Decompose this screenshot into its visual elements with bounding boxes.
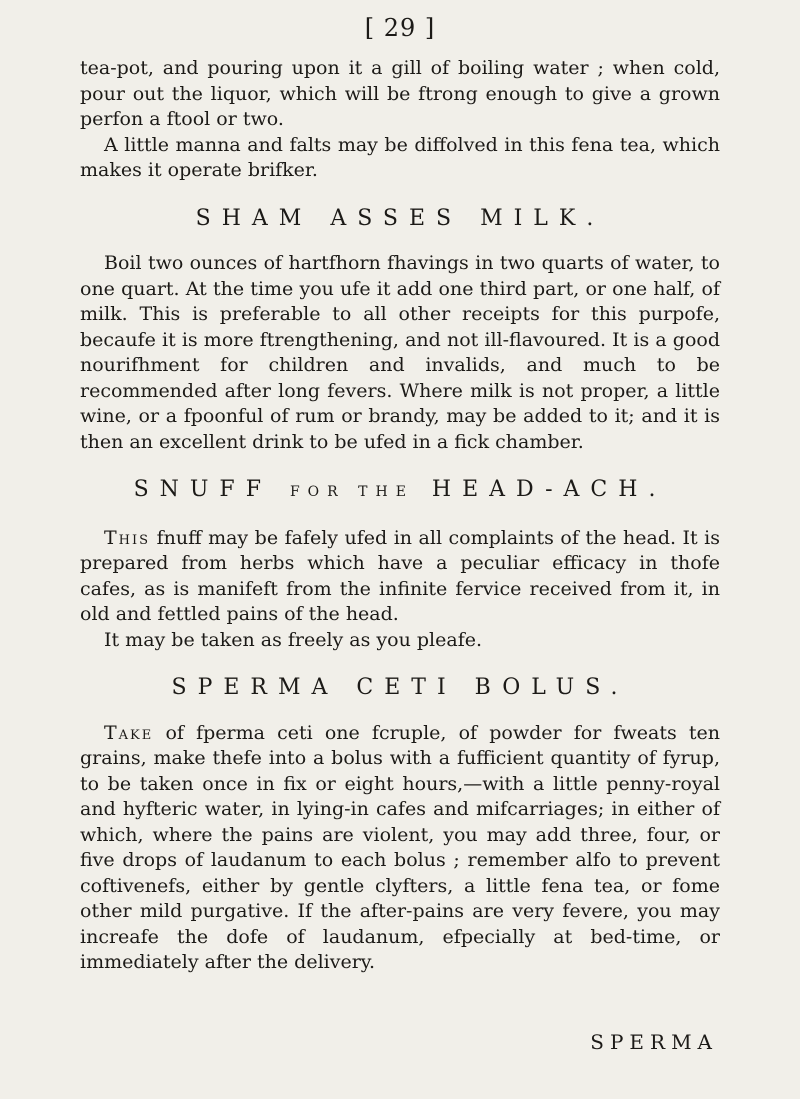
sperma-ceti-lead-word: Take <box>104 721 154 744</box>
snuff-heading-part3: HEAD-ACH. <box>431 477 667 502</box>
sperma-ceti-bolus-heading: SPERMA CETI BOLUS. <box>171 675 629 700</box>
sham-asses-milk-body: Boil two ounces of hartfhorn fhavings in two quarts of water, to one quart. At the time you ufe it add one third part, or one half, of milk. This is preferable to all other receipts for this purpofe, becaufe it is more ftrengthening, and not ill-flavoured. It is a good nourifhment for children and invalids, and much to be recommended after long fevers. Where milk is not proper, a little wine, or a fpoonful of rum or brandy, may be added to it; and it is then an excellent drink to be ufed in a fick chamber. <box>80 252 720 453</box>
catchword: SPERMA <box>590 1030 718 1054</box>
snuff-heading <box>80 477 720 506</box>
snuff-lead-word: This <box>104 526 151 549</box>
sperma-ceti-body-paragraph <box>80 721 720 976</box>
snuff-heading-part1: SNUFF <box>133 477 272 502</box>
snuff-heading-part2: FOR THE <box>289 484 414 500</box>
snuff-note: It may be taken as freely as you pleafe. <box>104 628 483 651</box>
page-content <box>80 56 720 976</box>
snuff-body: fnuff may be fafely ufed in all complaints of the head. It is prepared from herbs which have a peculiar efficacy in thofe cafes, as is manifeft from the infinite fervice received from it, in old and fettled pains of the head. <box>80 526 720 625</box>
sham-asses-milk-heading: SHAM ASSES MILK. <box>195 205 605 231</box>
page-number: [ 29 ] <box>364 14 436 42</box>
sperma-ceti-body: of fperma ceti one fcruple, of powder for fweats ten grains, make thefe into a bolus with a fufficient quantity of fyrup, to be taken once in fix or eight hours,—with a little penny-royal and hyfteric water, in lying-in cafes and mifcarriages; in either of which, where the pains are violent, you may add three, four, or five drops of laudanum to each bolus ; remember alfo to prevent coftivenefs, either by gentle clyfters, a little fena tea, or fome other mild purgative. If the after-pains are very fevere, you may increafe the dofe of laudanum, efpecially at bed-time, or immediately after the delivery. <box>80 721 720 973</box>
snuff-body-paragraph <box>80 526 720 628</box>
fena-tea-continuation: tea-pot, and pouring upon it a gill of boiling water ; when cold, pour out the liquor, which will be ftrong enough to give a grown perfon a ftool or two. <box>80 57 720 130</box>
fena-tea-note: A little manna and falts may be diffolved in this fena tea, which makes it operate brifker. <box>80 133 720 181</box>
